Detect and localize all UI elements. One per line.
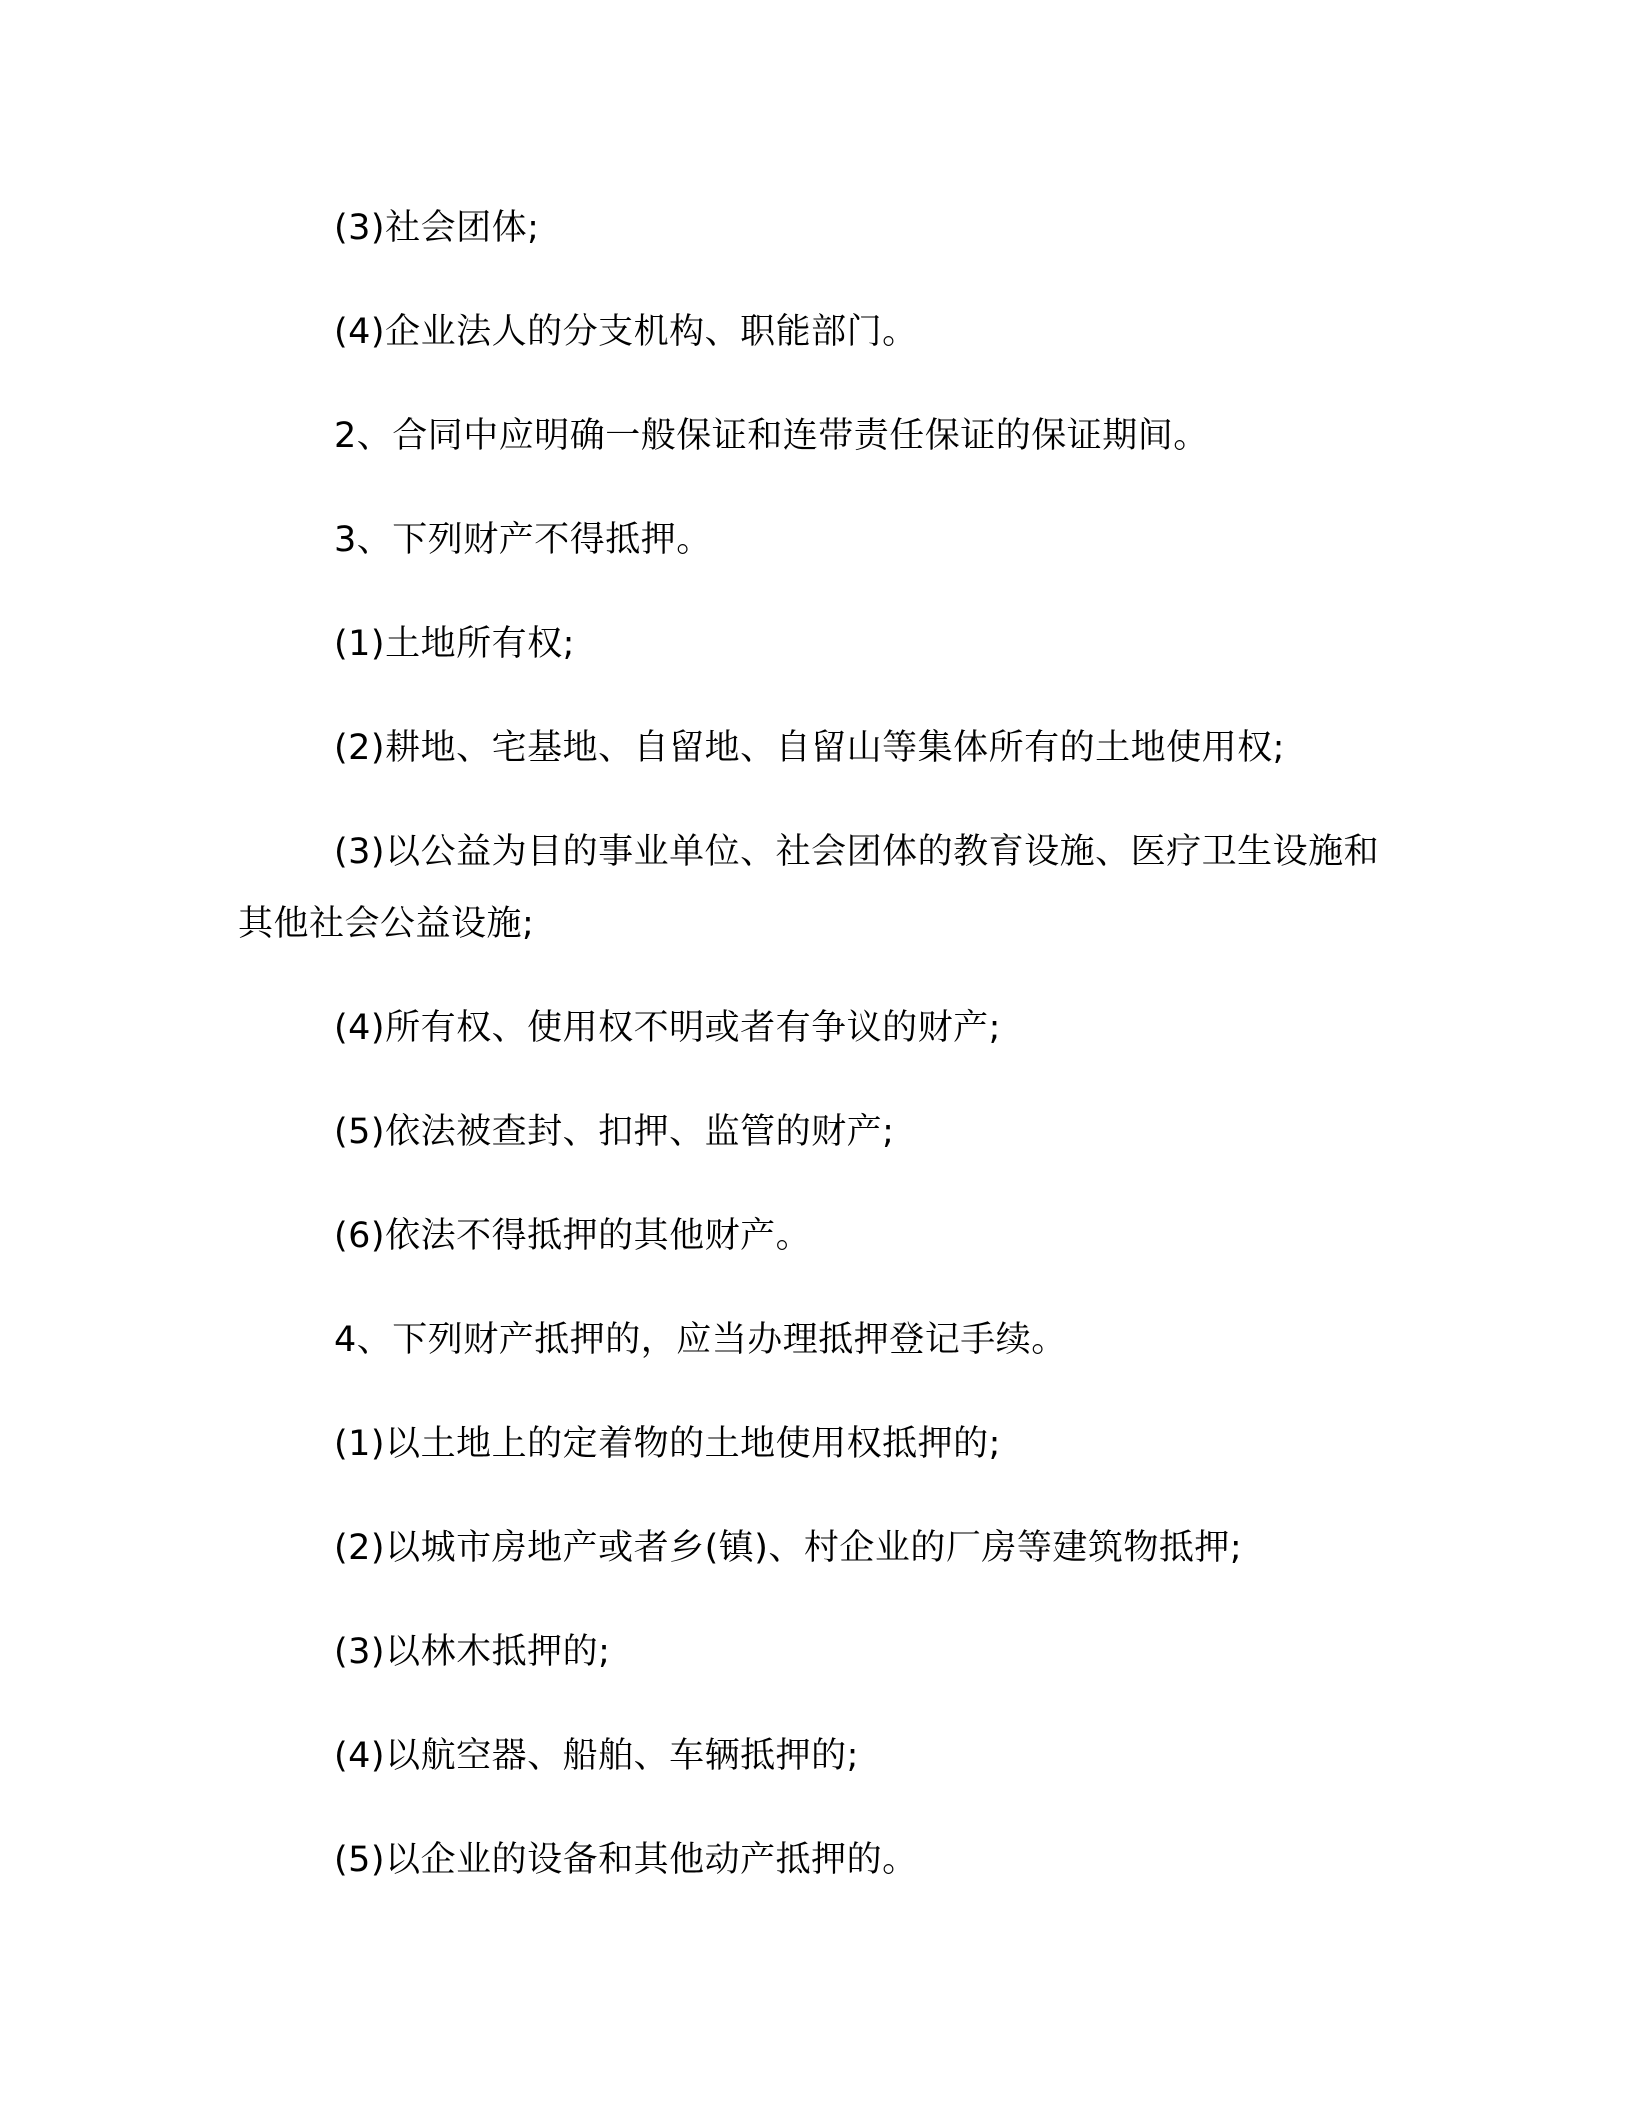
paragraph-item-3-public-welfare: (3)以公益为目的事业单位、社会团体的教育设施、医疗卫生设施和其他社会公益设施; <box>238 832 1380 944</box>
paragraph-item-3-forest: (3)以林木抵押的; <box>334 1632 611 1672</box>
paragraph-item-5-seized-property: (5)依法被查封、扣押、监管的财产; <box>334 1112 895 1152</box>
paragraph-item-6-other-property: (6)依法不得抵押的其他财产。 <box>334 1216 812 1256</box>
paragraph-item-4-disputed-property: (4)所有权、使用权不明或者有争议的财产; <box>334 1008 1001 1048</box>
paragraph-section-2-guarantee-period: 2、合同中应明确一般保证和连带责任保证的保证期间。 <box>334 416 1209 456</box>
paragraph-item-4-branch-offices: (4)企业法人的分支机构、职能部门。 <box>334 312 918 352</box>
document-body <box>238 192 1398 1928</box>
paragraph-item-1-land-ownership: (1)土地所有权; <box>334 624 575 664</box>
paragraph-section-3-non-mortgageable: 3、下列财产不得抵押。 <box>334 520 712 560</box>
paragraph-item-4-vehicles: (4)以航空器、船舶、车辆抵押的; <box>334 1736 859 1776</box>
paragraph-item-2-real-estate: (2)以城市房地产或者乡(镇)、村企业的厂房等建筑物抵押; <box>334 1528 1243 1568</box>
paragraph-item-1-fixtures: (1)以土地上的定着物的土地使用权抵押的; <box>334 1424 1001 1464</box>
paragraph-item-2-collective-land: (2)耕地、宅基地、自留地、自留山等集体所有的土地使用权; <box>334 728 1285 768</box>
paragraph-item-3-social-organization: (3)社会团体; <box>334 208 540 248</box>
paragraph-section-4-registration: 4、下列财产抵押的，应当办理抵押登记手续。 <box>334 1320 1067 1360</box>
paragraph-item-5-equipment: (5)以企业的设备和其他动产抵押的。 <box>334 1840 918 1880</box>
